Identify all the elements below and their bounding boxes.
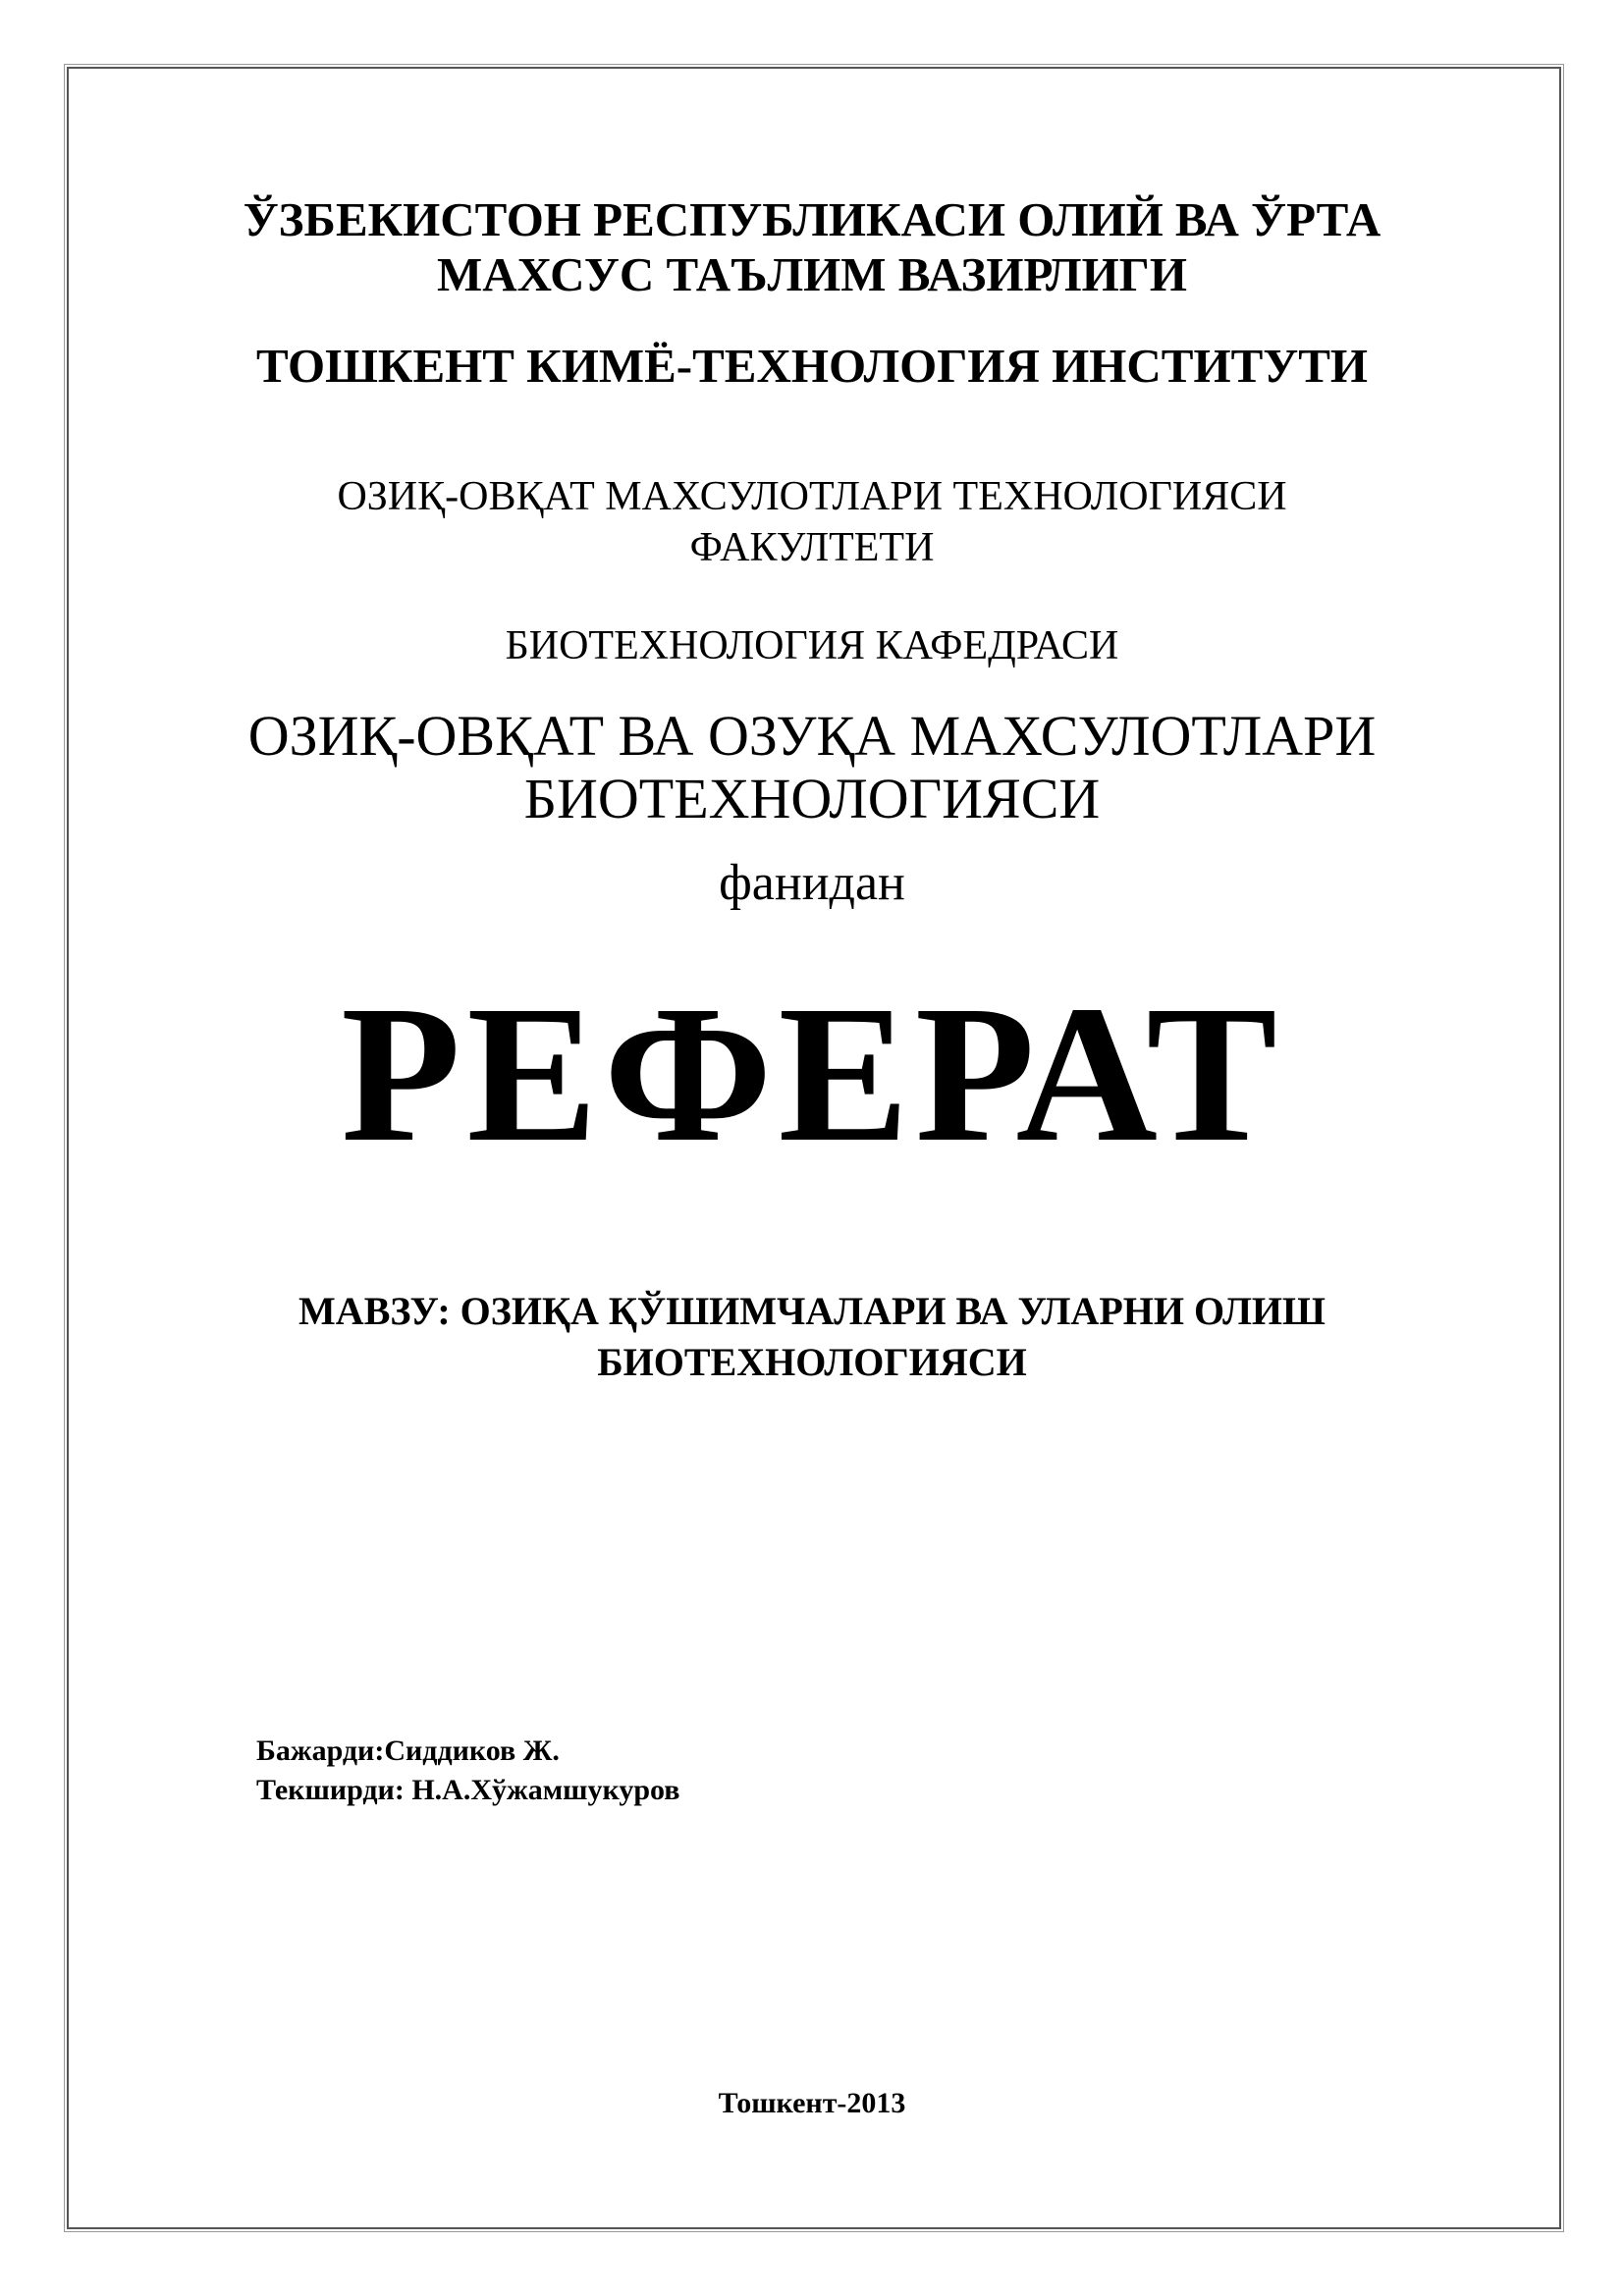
topic-line-1: МАВЗУ: ОЗИҚА ҚЎШИМЧАЛАРИ ВА УЛАРНИ ОЛИШ [298, 1289, 1326, 1333]
ministry-name-line-1: ЎЗБЕКИСТОН РЕСПУБЛИКАСИ ОЛИЙ ВА ЎРТА [243, 192, 1381, 246]
document-title: РЕФЕРАТ [341, 966, 1283, 1183]
ministry-name [0, 192, 1624, 302]
faculty-name [0, 471, 1624, 573]
subject-title [0, 705, 1624, 830]
performed-by: Бажарди:Сиддиков Ж. [256, 1735, 560, 1767]
faculty-name-line-2: ФАКУЛТЕТИ [689, 525, 935, 570]
subject-suffix: фанидан [719, 855, 905, 911]
faculty-name-line-1: ОЗИҚ-ОВҚАТ МАХСУЛОТЛАРИ ТЕХНОЛОГИЯСИ [337, 474, 1287, 519]
subject-title-line-1: ОЗИҚ-ОВҚАТ ВА ОЗУҚА МАХСУЛОТЛАРИ [247, 704, 1377, 768]
ministry-name-line-2: МАХСУС ТАЪЛИМ ВАЗИРЛИГИ [437, 247, 1187, 301]
subject-title-line-2: БИОТЕХНОЛОГИЯСИ [523, 767, 1101, 830]
topic [0, 1286, 1624, 1388]
credits [256, 1732, 680, 1810]
topic-line-2: БИОТЕХНОЛОГИЯСИ [597, 1340, 1027, 1384]
checked-by: Текширди: Н.А.Хўжамшукуров [256, 1774, 680, 1806]
department-name: БИОТЕХНОЛОГИЯ КАФЕДРАСИ [505, 623, 1119, 668]
institute-name: ТОШКЕНТ КИМЁ-ТЕХНОЛОГИЯ ИНСТИТУТИ [255, 339, 1369, 393]
city-year: Тошкент-2013 [718, 2087, 906, 2119]
